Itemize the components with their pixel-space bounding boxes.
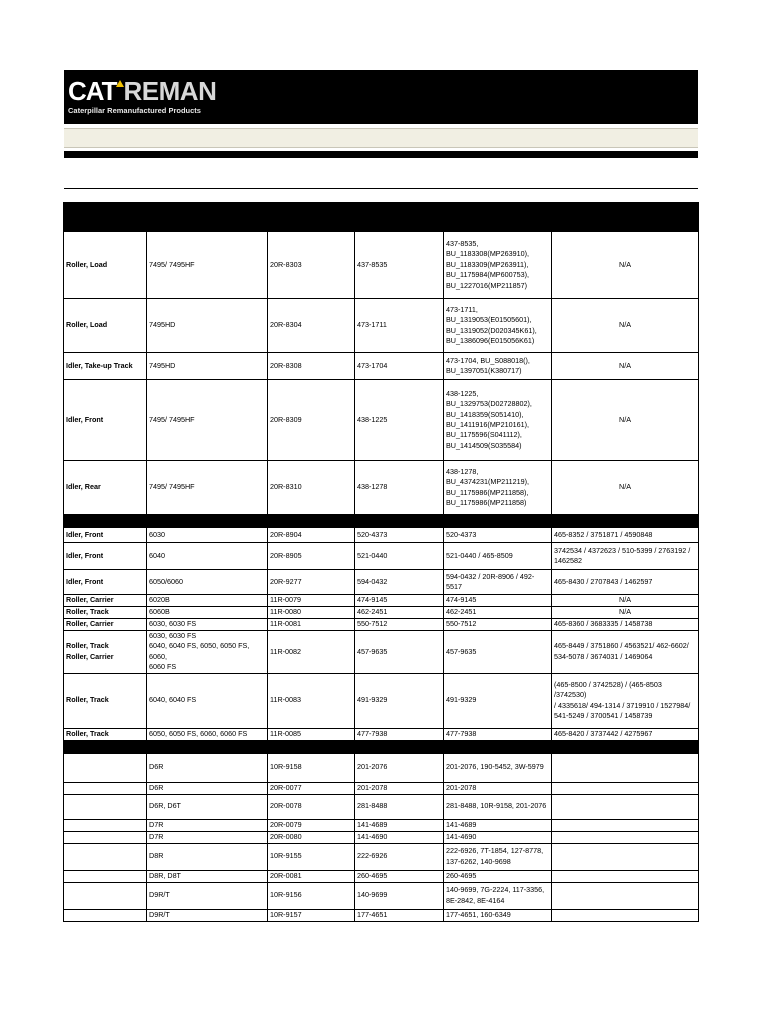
- cell-model: 7495HD: [147, 353, 268, 380]
- cell-model: 6050/6060: [147, 570, 268, 595]
- table-row: [64, 380, 699, 461]
- cell-reman-part: 20R-8904: [268, 528, 355, 543]
- cell-reman-part: 10R-9155: [268, 843, 355, 870]
- cell-description: Idler, Rear: [64, 461, 147, 515]
- table-row: [64, 882, 699, 909]
- table-row: [64, 299, 699, 353]
- table-row: [64, 528, 699, 543]
- cell-model: 7495HD: [147, 299, 268, 353]
- cell-other-numbers: (465-8500 / 3742528) / (465-8503 /3742530) / 4335618/ 494-1314 / 3719910 / 1527984/ 541-5249 / 3700541 / 1458739: [552, 673, 699, 728]
- logo-triangle-icon: [116, 80, 124, 87]
- cell-model: D6R: [147, 782, 268, 794]
- cell-description: Roller, Load: [64, 299, 147, 353]
- header-banner: [64, 70, 698, 124]
- cell-new-part: 473-1711: [355, 299, 444, 353]
- table-row: [64, 570, 699, 595]
- section-header-cell: [64, 515, 699, 528]
- cell-reman-part: 10R-9156: [268, 882, 355, 909]
- table-row: [64, 607, 699, 619]
- cell-reman-part: 11R-0082: [268, 631, 355, 674]
- cell-other-numbers: [552, 819, 699, 831]
- cell-other-numbers: [552, 882, 699, 909]
- cell-cross-reference: 473-1704, BU_S088018(), BU_1397051(K380717): [444, 353, 552, 380]
- table-row: [64, 619, 699, 631]
- cell-description: [64, 882, 147, 909]
- cell-new-part: 438-1278: [355, 461, 444, 515]
- cell-cross-reference: 141-4689: [444, 819, 552, 831]
- cell-description: [64, 870, 147, 882]
- cell-new-part: 594-0432: [355, 570, 444, 595]
- cell-description: Idler, Front: [64, 380, 147, 461]
- table-row: [64, 819, 699, 831]
- cell-model: 7495/ 7495HF: [147, 232, 268, 299]
- cell-reman-part: 20R-8308: [268, 353, 355, 380]
- cell-new-part: 491-9329: [355, 673, 444, 728]
- cell-reman-part: 20R-0079: [268, 819, 355, 831]
- cell-reman-part: 20R-8303: [268, 232, 355, 299]
- logo-reman-text: REMAN: [123, 76, 217, 106]
- cell-new-part: 141-4689: [355, 819, 444, 831]
- cell-new-part: 438-1225: [355, 380, 444, 461]
- cell-description: [64, 843, 147, 870]
- cell-new-part: 281-8488: [355, 794, 444, 819]
- cell-reman-part: 10R-9157: [268, 909, 355, 921]
- table-row: [64, 909, 699, 921]
- table-row: [64, 232, 699, 299]
- cell-cross-reference: 222-6926, 7T-1854, 127-8778, 137-6262, 140-9698: [444, 843, 552, 870]
- cell-reman-part: 20R-9277: [268, 570, 355, 595]
- cell-description: Roller, Load: [64, 232, 147, 299]
- cell-other-numbers: [552, 909, 699, 921]
- logo-cat-text: CAT: [68, 76, 117, 106]
- table-row: [64, 782, 699, 794]
- cell-model: 6040: [147, 543, 268, 570]
- cell-model: D6R: [147, 753, 268, 782]
- cell-model: D7R: [147, 819, 268, 831]
- table-row: [64, 753, 699, 782]
- cell-cross-reference: 437-8535, BU_1183308(MP263910), BU_1183309(MP263911), BU_1175984(MP600753), BU_1227016(MP211857): [444, 232, 552, 299]
- cell-description: [64, 794, 147, 819]
- cell-description: [64, 782, 147, 794]
- table-row: [64, 353, 699, 380]
- cell-reman-part: 20R-0080: [268, 831, 355, 843]
- section-header-bar: [64, 203, 699, 232]
- cell-cross-reference: 177-4651, 160-6349: [444, 909, 552, 921]
- cell-new-part: 521-0440: [355, 543, 444, 570]
- cell-other-numbers: [552, 794, 699, 819]
- cell-other-numbers: 3742534 / 4372623 / 510-5399 / 2763192 / 1462582: [552, 543, 699, 570]
- cell-other-numbers: [552, 753, 699, 782]
- cell-new-part: 140-9699: [355, 882, 444, 909]
- cell-other-numbers: N/A: [552, 299, 699, 353]
- table-row: [64, 728, 699, 740]
- cell-new-part: 477-7938: [355, 728, 444, 740]
- cell-new-part: 201-2078: [355, 782, 444, 794]
- cell-reman-part: 10R-9158: [268, 753, 355, 782]
- cell-cross-reference: 520-4373: [444, 528, 552, 543]
- cell-new-part: 177-4651: [355, 909, 444, 921]
- cell-other-numbers: [552, 782, 699, 794]
- cell-other-numbers: N/A: [552, 232, 699, 299]
- cell-description: Idler, Front: [64, 570, 147, 595]
- table-row: [64, 543, 699, 570]
- section-header-bar: [64, 515, 699, 528]
- cell-reman-part: 20R-8905: [268, 543, 355, 570]
- section-header-bar: [64, 740, 699, 753]
- table-row: [64, 870, 699, 882]
- cell-other-numbers: N/A: [552, 353, 699, 380]
- cell-other-numbers: [552, 843, 699, 870]
- cell-cross-reference: 201-2078: [444, 782, 552, 794]
- section-header-cell: [64, 740, 699, 753]
- cell-other-numbers: [552, 831, 699, 843]
- cell-model: 7495/ 7495HF: [147, 380, 268, 461]
- cell-cross-reference: 140-9699, 7G-2224, 117-3356, 8E-2842, 8E-4164: [444, 882, 552, 909]
- divider-line: [64, 188, 698, 189]
- cell-cross-reference: 491-9329: [444, 673, 552, 728]
- header-rule: [64, 151, 698, 158]
- cell-description: Roller, Track: [64, 728, 147, 740]
- cell-description: [64, 753, 147, 782]
- cell-other-numbers: [552, 870, 699, 882]
- cell-model: D7R: [147, 831, 268, 843]
- cell-description: Roller, Carrier: [64, 619, 147, 631]
- cell-description: Idler, Take-up Track: [64, 353, 147, 380]
- cell-model: 6050, 6050 FS, 6060, 6060 FS: [147, 728, 268, 740]
- cell-cross-reference: 594-0432 / 20R-8906 / 492-5517: [444, 570, 552, 595]
- parts-table: [63, 202, 699, 922]
- cell-model: 6030, 6030 FS: [147, 619, 268, 631]
- cell-other-numbers: N/A: [552, 607, 699, 619]
- logo-tagline: Caterpillar Remanufactured Products: [68, 106, 201, 115]
- cell-cross-reference: 462-2451: [444, 607, 552, 619]
- table-row: [64, 673, 699, 728]
- cell-cross-reference: 550-7512: [444, 619, 552, 631]
- cell-other-numbers: 465-8420 / 3737442 / 4275967: [552, 728, 699, 740]
- table-row: [64, 461, 699, 515]
- cell-model: 6030: [147, 528, 268, 543]
- cell-reman-part: 20R-0077: [268, 782, 355, 794]
- cell-other-numbers: N/A: [552, 461, 699, 515]
- cell-other-numbers: N/A: [552, 595, 699, 607]
- cell-cross-reference: 141-4690: [444, 831, 552, 843]
- cell-model: D9R/T: [147, 882, 268, 909]
- cell-model: D8R: [147, 843, 268, 870]
- cell-cross-reference: 260-4695: [444, 870, 552, 882]
- cell-description: [64, 831, 147, 843]
- cell-new-part: 462-2451: [355, 607, 444, 619]
- cell-description: [64, 909, 147, 921]
- cell-cross-reference: 521-0440 / 465-8509: [444, 543, 552, 570]
- cell-reman-part: 11R-0081: [268, 619, 355, 631]
- cell-new-part: 474-9145: [355, 595, 444, 607]
- cell-reman-part: 20R-8310: [268, 461, 355, 515]
- cell-other-numbers: 465-8360 / 3683335 / 1458738: [552, 619, 699, 631]
- cell-new-part: 141-4690: [355, 831, 444, 843]
- cell-cross-reference: 457-9635: [444, 631, 552, 674]
- cell-new-part: 222-6926: [355, 843, 444, 870]
- section-header-cell: [64, 203, 699, 232]
- cell-cross-reference: 477-7938: [444, 728, 552, 740]
- cell-new-part: 457-9635: [355, 631, 444, 674]
- cell-model: D6R, D6T: [147, 794, 268, 819]
- cell-other-numbers: 465-8352 / 3751871 / 4590848: [552, 528, 699, 543]
- cat-reman-logo: [68, 78, 216, 104]
- table-row: [64, 794, 699, 819]
- cell-cross-reference: 438-1278, BU_4374231(MP211219), BU_1175986(MP211858), BU_1175986(MP211858): [444, 461, 552, 515]
- cell-model: D8R, D8T: [147, 870, 268, 882]
- cell-other-numbers: 465-8430 / 2707843 / 1462597: [552, 570, 699, 595]
- cell-description: Idler, Front: [64, 528, 147, 543]
- cell-description: Roller, Track: [64, 673, 147, 728]
- cell-new-part: 437-8535: [355, 232, 444, 299]
- cell-new-part: 550-7512: [355, 619, 444, 631]
- header-band: [64, 128, 698, 148]
- cell-new-part: 260-4695: [355, 870, 444, 882]
- cell-reman-part: 20R-8304: [268, 299, 355, 353]
- cell-model: D9R/T: [147, 909, 268, 921]
- cell-description: Roller, Carrier: [64, 595, 147, 607]
- cell-new-part: 520-4373: [355, 528, 444, 543]
- cell-new-part: 473-1704: [355, 353, 444, 380]
- cell-description: [64, 819, 147, 831]
- cell-reman-part: 11R-0085: [268, 728, 355, 740]
- cell-description: Roller, Track Roller, Carrier: [64, 631, 147, 674]
- cell-model: 6030, 6030 FS 6040, 6040 FS, 6050, 6050 FS, 6060, 6060 FS: [147, 631, 268, 674]
- cell-cross-reference: 201-2076, 190-5452, 3W-5979: [444, 753, 552, 782]
- table-row: [64, 631, 699, 674]
- cell-cross-reference: 473-1711, BU_1319053(E01505601), BU_1319052(D020345K61), BU_1386096(E015056K61): [444, 299, 552, 353]
- cell-reman-part: 20R-8309: [268, 380, 355, 461]
- table-row: [64, 595, 699, 607]
- cell-model: 6060B: [147, 607, 268, 619]
- cell-model: 6020B: [147, 595, 268, 607]
- table-row: [64, 831, 699, 843]
- cell-other-numbers: 465-8449 / 3751860 / 4563521/ 462-6602/ 534-5078 / 3674031 / 1469064: [552, 631, 699, 674]
- cell-model: 7495/ 7495HF: [147, 461, 268, 515]
- cell-reman-part: 20R-0078: [268, 794, 355, 819]
- table-row: [64, 843, 699, 870]
- cell-cross-reference: 474-9145: [444, 595, 552, 607]
- cell-model: 6040, 6040 FS: [147, 673, 268, 728]
- cell-new-part: 201-2076: [355, 753, 444, 782]
- cell-cross-reference: 438-1225, BU_1329753(D02728802), BU_1418359(S051410), BU_1411916(MP210161), BU_1175596(S041112), BU_1414509(S035584): [444, 380, 552, 461]
- cell-reman-part: 11R-0079: [268, 595, 355, 607]
- cell-other-numbers: N/A: [552, 380, 699, 461]
- cell-reman-part: 20R-0081: [268, 870, 355, 882]
- cell-reman-part: 11R-0080: [268, 607, 355, 619]
- cell-cross-reference: 281-8488, 10R-9158, 201-2076: [444, 794, 552, 819]
- cell-description: Roller, Track: [64, 607, 147, 619]
- cell-reman-part: 11R-0083: [268, 673, 355, 728]
- parts-table-body: [64, 203, 699, 922]
- cell-description: Idler, Front: [64, 543, 147, 570]
